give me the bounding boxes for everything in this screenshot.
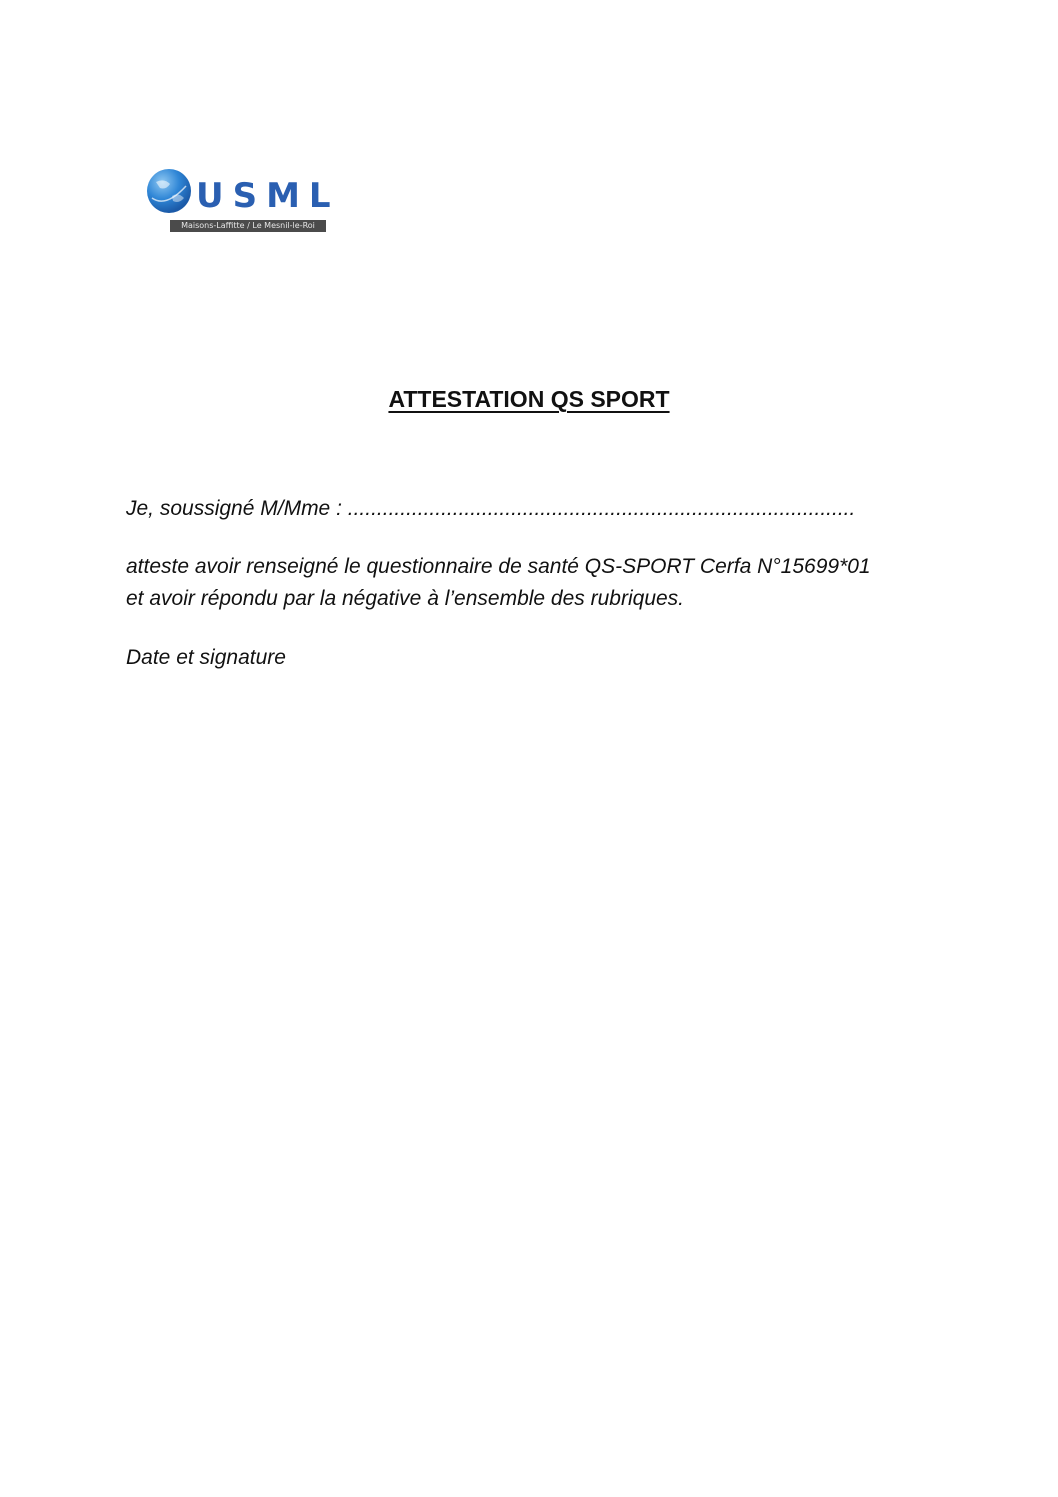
date-signature-label: Date et signature <box>126 646 286 669</box>
attestation-line-1: atteste avoir renseigné le questionnaire de santé QS-SPORT Cerfa N°15699*01 <box>126 555 871 578</box>
logo-tagline: Maisons-Laffitte / Le Mesnil-le-Roi <box>170 220 326 232</box>
logo-wordmark: USML <box>196 176 340 216</box>
page-title: ATTESTATION QS SPORT <box>388 386 670 412</box>
name-line: Je, soussigné M/Mme : ....................................................................................... <box>126 497 856 520</box>
attestation-line-2: et avoir répondu par la négative à l’ensemble des rubriques. <box>126 587 685 610</box>
globe-icon <box>146 168 192 214</box>
usml-logo <box>146 168 340 236</box>
